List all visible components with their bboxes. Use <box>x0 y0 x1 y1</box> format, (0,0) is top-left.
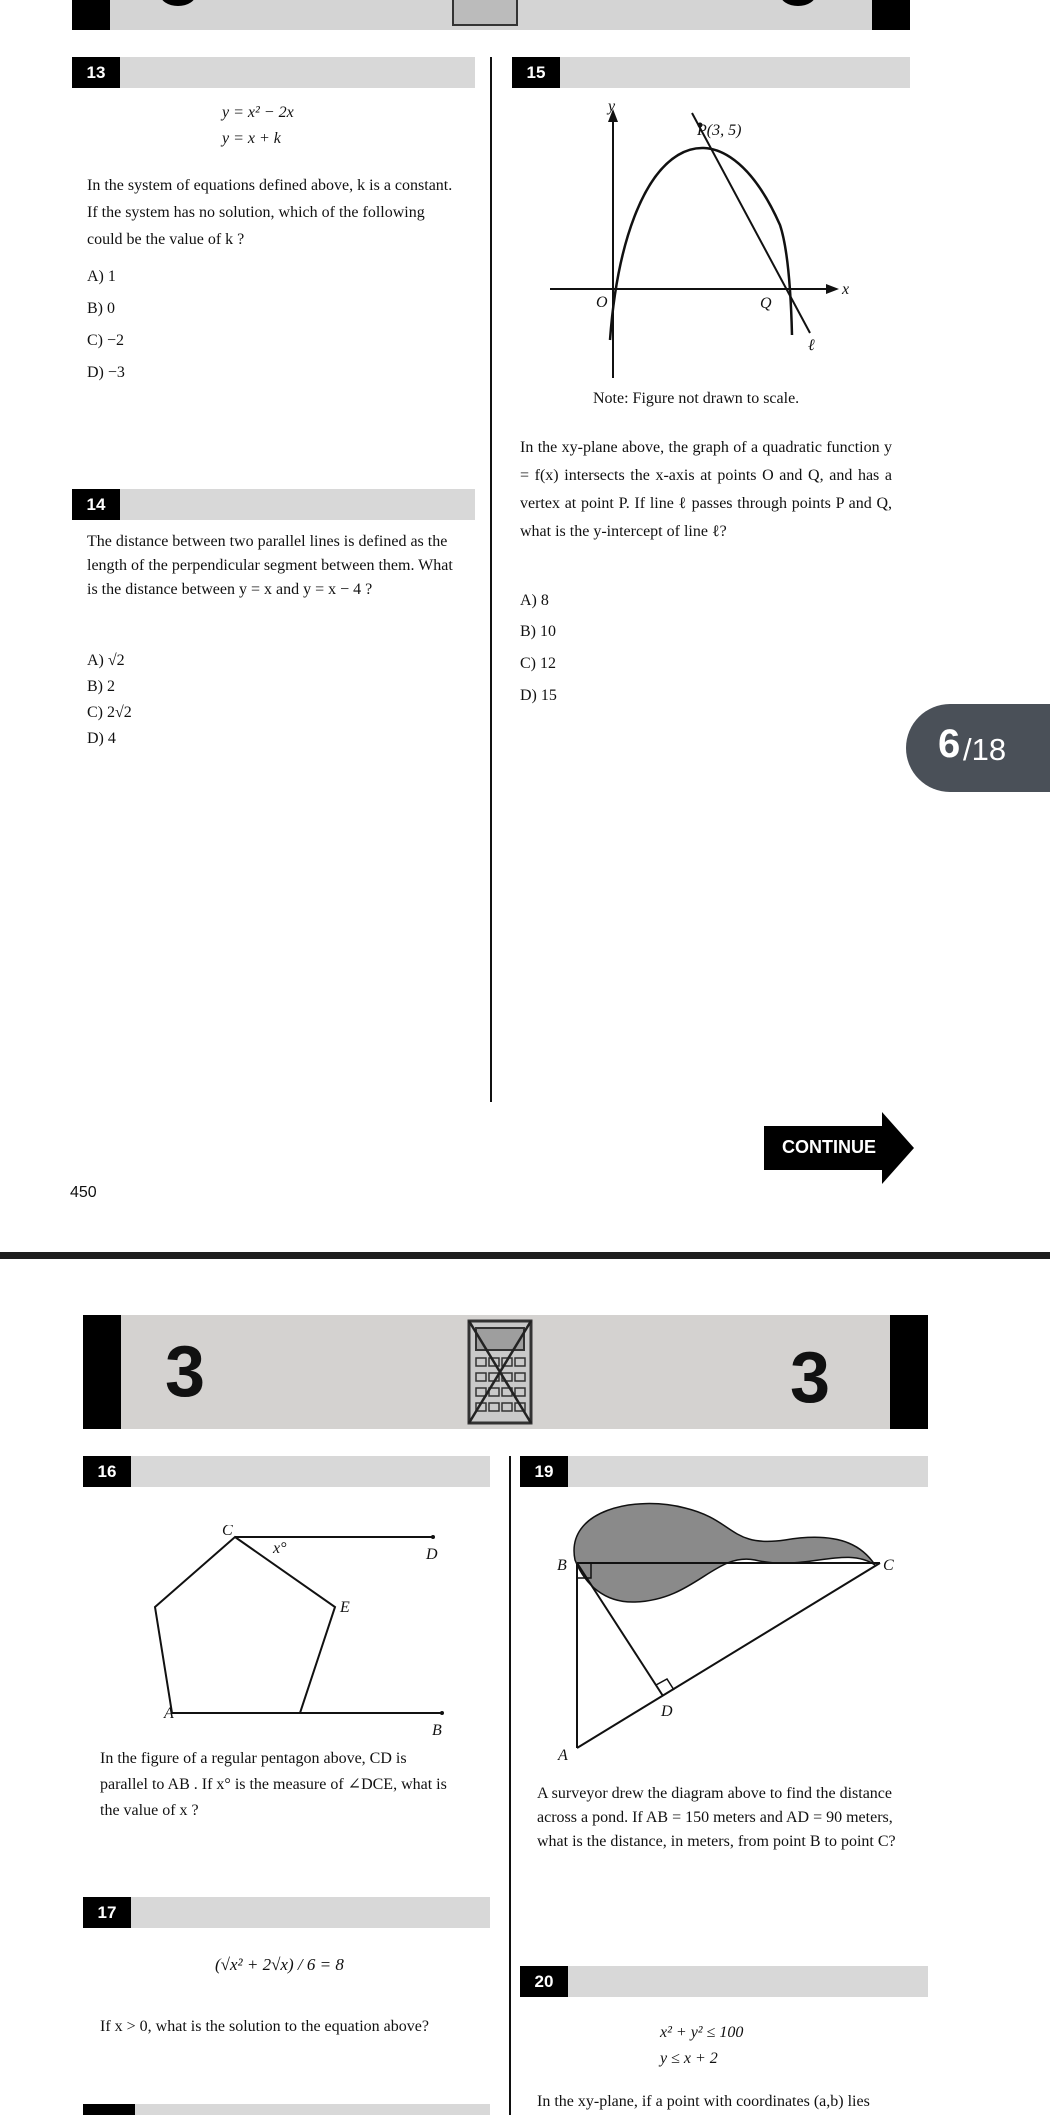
page-separator <box>0 1252 1050 1259</box>
q15-label-x: x <box>842 281 850 298</box>
top-calculator-icon <box>452 0 518 26</box>
q16-label-x: x° <box>273 1540 287 1557</box>
q20-bar <box>520 1966 928 1997</box>
q15-parabola-figure <box>540 95 870 385</box>
q16-number: 16 <box>83 1456 131 1487</box>
q20-question-text: In the xy-plane, if a point with coordinates (a,b) lies <box>537 2093 870 2110</box>
top-header-left-block <box>72 0 110 30</box>
q18-number-fragment <box>83 2104 135 2115</box>
q16-label-b: B <box>432 1722 442 1739</box>
q19-label-d: D <box>661 1703 673 1720</box>
no-calculator-icon <box>466 1318 534 1426</box>
q13-option-b[interactable]: B) 0 <box>87 300 115 317</box>
q19-label-b: B <box>557 1557 567 1574</box>
q19-label-c: C <box>883 1557 894 1574</box>
q16-label-a: A <box>164 1705 174 1722</box>
q18-bar-fragment <box>83 2104 490 2115</box>
q19-pond-figure <box>545 1490 905 1765</box>
q15-label-q: Q <box>760 295 772 312</box>
q14-bar <box>72 489 475 520</box>
q15-bar <box>512 57 910 88</box>
page-indicator-badge <box>906 704 1050 792</box>
q19-pond <box>574 1504 875 1602</box>
column-divider-2 <box>509 1456 511 2115</box>
q14-option-d[interactable]: D) 4 <box>87 730 116 747</box>
q15-x-axis-arrow <box>826 284 839 294</box>
q13-bar <box>72 57 475 88</box>
q17-number: 17 <box>83 1897 131 1928</box>
q15-label-o: O <box>596 294 608 311</box>
q14-option-c[interactable]: C) 2√2 <box>87 704 132 721</box>
top-header-right-block <box>872 0 910 30</box>
q16-bar <box>83 1456 490 1487</box>
q19-bar <box>520 1456 928 1487</box>
q19-question-text: A surveyor drew the diagram above to find the distance across a pond. If AB = 150 meters and AD = 90 meters, what is the distance, in meters, from point B to point C? <box>537 1785 896 1850</box>
q15-line-l <box>692 113 810 333</box>
section-number-left: 3 <box>165 1332 206 1412</box>
q15-figure-note: Note: Figure not drawn to scale. <box>593 390 800 407</box>
q17-question-text: If x > 0, what is the solution to the equation above? <box>100 2018 429 2035</box>
q13-option-a[interactable]: A) 1 <box>87 268 116 285</box>
q15-question-text: In the xy-plane above, the graph of a quadratic function y = f(x) intersects the x-axis at points O and Q, and has a vertex at point P. If line ℓ passes through points P and Q, what is the y-intercept of line ℓ? <box>520 439 892 540</box>
q20-equation-2: y ≤ x + 2 <box>660 2050 718 2067</box>
q16-pentagon-figure <box>140 1525 460 1740</box>
page-number: 450 <box>70 1184 97 1201</box>
column-divider <box>490 57 492 1102</box>
q14-option-a[interactable]: A) √2 <box>87 652 125 669</box>
q13-equation-1: y = x² − 2x <box>222 104 294 121</box>
q19-label-a: A <box>558 1747 568 1764</box>
q17-equation: (√x² + 2√x) / 6 = 8 <box>215 1955 344 1974</box>
q16-pentagon <box>155 1537 335 1713</box>
q15-label-l: ℓ <box>808 337 815 354</box>
q15-number: 15 <box>512 57 560 88</box>
q16-label-c: C <box>222 1525 233 1539</box>
q16-point-d <box>431 1535 435 1539</box>
q15-label-p: P(3, 5) <box>697 122 742 139</box>
q15-option-b[interactable]: B) 10 <box>520 623 556 640</box>
section-header-left-block <box>83 1315 121 1429</box>
q19-number: 19 <box>520 1456 568 1487</box>
page-indicator-current: 6 <box>938 722 961 766</box>
q13-equation-2: y = x + k <box>222 130 281 147</box>
q14-number: 14 <box>72 489 120 520</box>
q13-number: 13 <box>72 57 120 88</box>
q15-option-d[interactable]: D) 15 <box>520 687 557 704</box>
q15-option-c[interactable]: C) 12 <box>520 655 556 672</box>
q14-option-b[interactable]: B) 2 <box>87 678 115 695</box>
continue-label: CONTINUE <box>782 1137 876 1157</box>
q13-question-text: In the system of equations defined above, k is a constant. If the system has no solution, which of the following could be the value of k ? <box>87 177 453 248</box>
q16-question-text: In the figure of a regular pentagon above, CD is parallel to AB . If x° is the measure of ∠DCE, what is the value of x ? <box>100 1750 447 1819</box>
q16-point-b <box>440 1711 444 1715</box>
q15-label-y: y <box>608 98 616 115</box>
page-indicator-total: /18 <box>963 732 1007 767</box>
q14-question-text: The distance between two parallel lines is defined as the length of the perpendicular segment between them. What is the distance between y = x and y = x − 4 ? <box>87 533 453 598</box>
section-number-right: 3 <box>790 1338 831 1418</box>
q20-equation-1: x² + y² ≤ 100 <box>660 2024 744 2041</box>
q16-label-d: D <box>426 1546 438 1563</box>
section-header-right-block <box>890 1315 928 1429</box>
q16-label-e: E <box>340 1599 350 1616</box>
q15-option-a[interactable]: A) 8 <box>520 592 549 609</box>
q13-option-d[interactable]: D) −3 <box>87 364 125 381</box>
q17-bar <box>83 1897 490 1928</box>
q20-number: 20 <box>520 1966 568 1997</box>
q13-option-c[interactable]: C) −2 <box>87 332 125 349</box>
